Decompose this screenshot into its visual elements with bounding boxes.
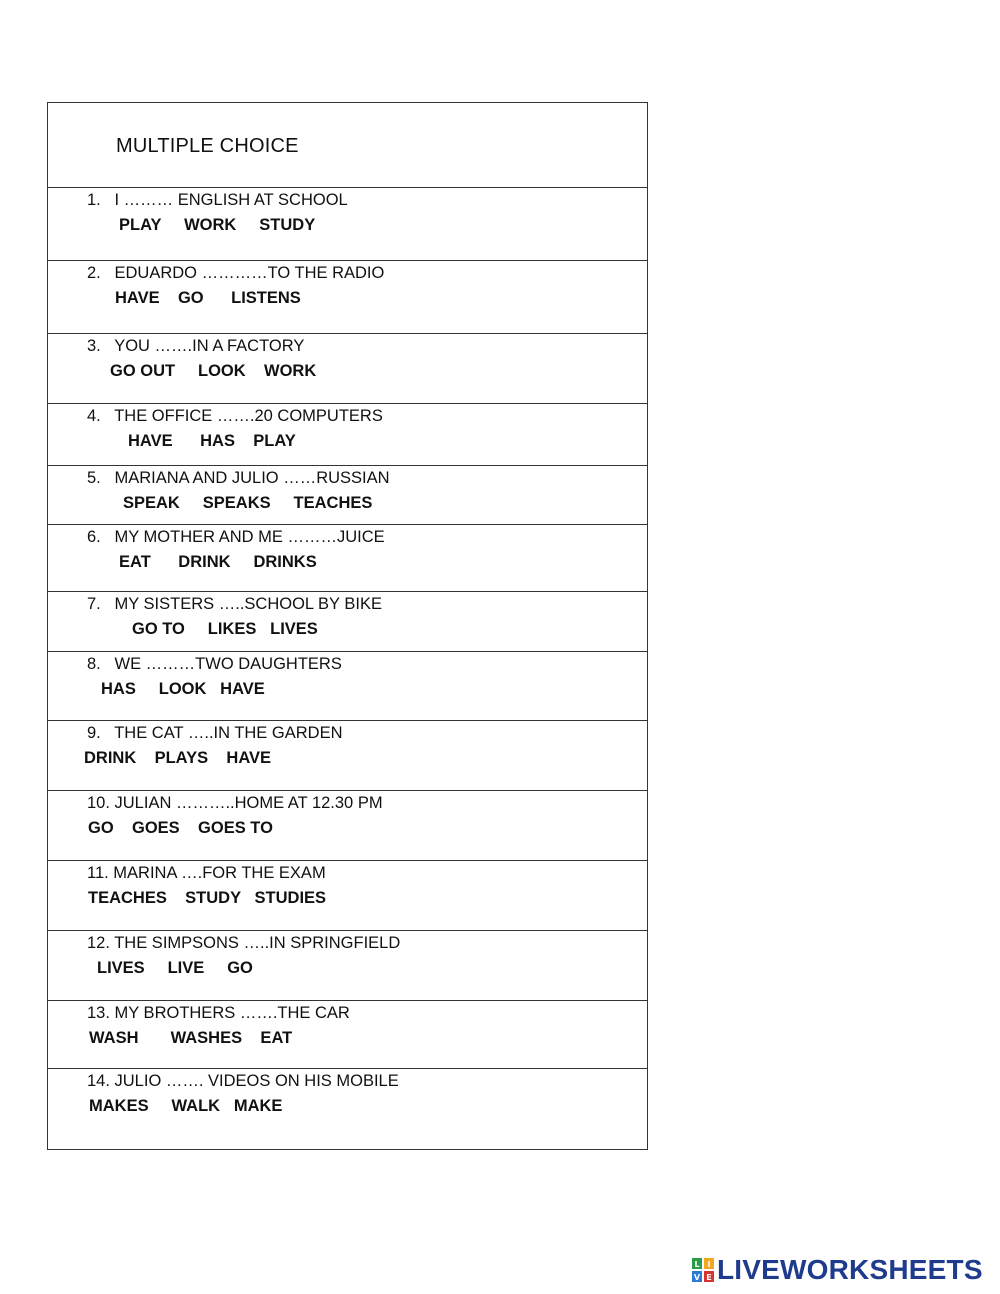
question-options[interactable]: MAKES WALK MAKE: [89, 1097, 283, 1115]
svg-text:E: E: [706, 1273, 712, 1282]
question-row-9: [48, 721, 647, 791]
question-row-8: [48, 652, 647, 721]
question-options[interactable]: TEACHES STUDY STUDIES: [88, 889, 327, 907]
question-options[interactable]: EAT DRINK DRINKS: [119, 553, 317, 571]
question-row-7: [48, 592, 647, 652]
question-text: 14. JULIO ……. VIDEOS ON HIS MOBILE: [87, 1072, 399, 1090]
question-text: 8. WE ………TWO DAUGHTERS: [87, 655, 342, 673]
question-row-13: [48, 1001, 647, 1069]
question-text: 10. JULIAN ………..HOME AT 12.30 PM: [87, 794, 383, 812]
svg-text:V: V: [693, 1273, 701, 1282]
question-row-10: [48, 791, 647, 861]
worksheet-table: [47, 102, 648, 1150]
question-row-14: [48, 1069, 647, 1149]
worksheet-header: [48, 103, 647, 188]
question-options[interactable]: GO OUT LOOK WORK: [110, 362, 317, 380]
question-text: 11. MARINA ….FOR THE EXAM: [87, 864, 326, 882]
question-row-12: [48, 931, 647, 1001]
question-text: 2. EDUARDO …………TO THE RADIO: [87, 264, 385, 282]
question-row-3: [48, 334, 647, 404]
question-row-4: [48, 404, 647, 466]
svg-text:I: I: [707, 1260, 711, 1269]
question-options[interactable]: HAVE HAS PLAY: [128, 432, 296, 450]
question-row-11: [48, 861, 647, 931]
question-options[interactable]: PLAY WORK STUDY: [119, 216, 316, 234]
question-options[interactable]: GO GOES GOES TO: [88, 819, 273, 837]
liveworksheets-logo-icon: [692, 1258, 714, 1282]
question-text: 5. MARIANA AND JULIO ……RUSSIAN: [87, 469, 390, 487]
question-options[interactable]: GO TO LIKES LIVES: [132, 620, 318, 638]
question-text: 4. THE OFFICE …….20 COMPUTERS: [87, 407, 383, 425]
question-row-2: [48, 261, 647, 334]
question-text: 7. MY SISTERS …..SCHOOL BY BIKE: [87, 595, 382, 613]
question-text: 6. MY MOTHER AND ME ………JUICE: [87, 528, 385, 546]
worksheet-title: MULTIPLE CHOICE: [116, 135, 299, 157]
question-text: 12. THE SIMPSONS …..IN SPRINGFIELD: [87, 934, 401, 952]
question-text: 9. THE CAT …..IN THE GARDEN: [87, 724, 343, 742]
question-row-5: [48, 466, 647, 525]
question-options[interactable]: SPEAK SPEAKS TEACHES: [123, 494, 373, 512]
liveworksheets-logo-text: LIVEWORKSHEETS: [717, 1254, 983, 1285]
question-text: 13. MY BROTHERS …….THE CAR: [87, 1004, 350, 1022]
question-row-1: [48, 188, 647, 261]
question-row-6: [48, 525, 647, 592]
question-options[interactable]: DRINK PLAYS HAVE: [84, 749, 272, 767]
question-options[interactable]: HAVE GO LISTENS: [115, 289, 301, 307]
question-text: 3. YOU …….IN A FACTORY: [87, 337, 305, 355]
question-options[interactable]: LIVES LIVE GO: [97, 959, 253, 977]
question-options[interactable]: HAS LOOK HAVE: [101, 680, 265, 698]
liveworksheets-logo: [692, 1254, 983, 1286]
question-options[interactable]: WASH WASHES EAT: [89, 1029, 293, 1047]
question-text: 1. I ……… ENGLISH AT SCHOOL: [87, 191, 348, 209]
svg-text:L: L: [694, 1260, 700, 1269]
